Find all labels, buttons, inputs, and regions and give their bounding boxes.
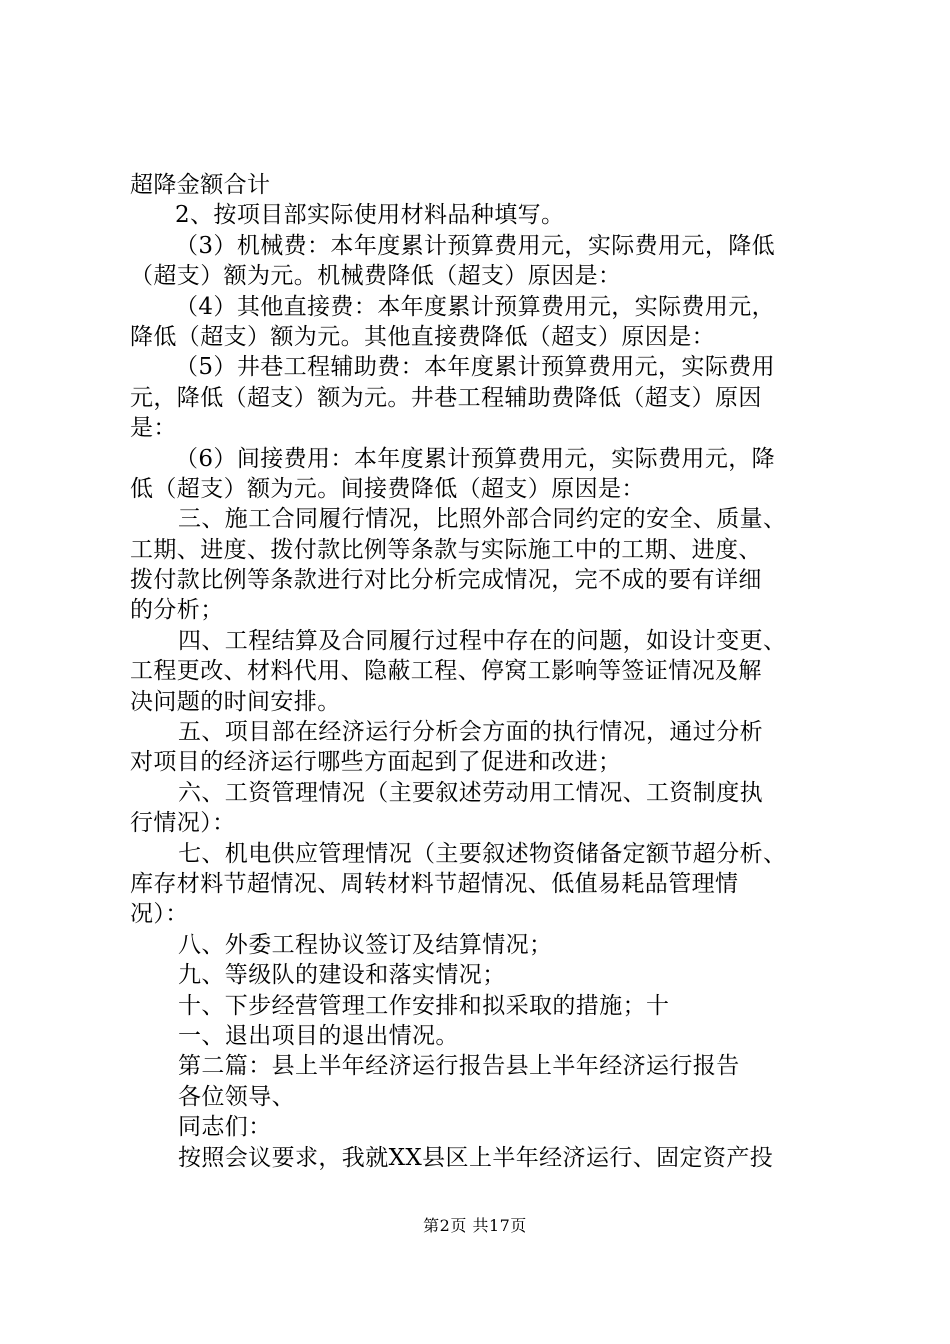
text-line: 同志们： xyxy=(178,1114,272,1141)
text-line: 元，降低（超支）额为元。井巷工程辅助费降低（超支）原因 xyxy=(130,384,762,411)
text-line: 一、退出项目的退出情况。 xyxy=(178,1022,459,1049)
text-line: 是： xyxy=(130,415,177,442)
text-line: 第二篇：县上半年经济运行报告县上半年经济运行报告 xyxy=(178,1053,740,1080)
text-line: 超降金额合计 xyxy=(130,172,271,198)
text-line: 况）： xyxy=(130,901,189,928)
text-line: 六、工资管理情况（主要叙述劳动用工情况、工资制度执 xyxy=(178,779,763,806)
text-line: 的分析； xyxy=(130,597,224,624)
text-line: 拨付款比例等条款进行对比分析完成情况，完不成的要有详细 xyxy=(130,567,762,594)
text-line: 八、外委工程协议签订及结算情况； xyxy=(178,931,553,958)
text-line: 库存材料节超情况、周转材料节超情况、低值易耗品管理情 xyxy=(130,870,739,897)
text-line: 对项目的经济运行哪些方面起到了促进和改进； xyxy=(130,749,622,776)
document-body xyxy=(130,170,835,1173)
text-line: 各位领导、 xyxy=(178,1083,295,1110)
text-line: 十、下步经营管理工作安排和拟采取的措施；十 xyxy=(178,992,670,1019)
text-line: （超支）额为元。机械费降低（超支）原因是： xyxy=(130,263,622,290)
text-line: 九、等级队的建设和落实情况； xyxy=(178,962,506,989)
text-line: 工期、进度、拨付款比例等条款与实际施工中的工期、进度、 xyxy=(130,536,762,563)
text-line: 四、工程结算及合同履行过程中存在的问题，如设计变更、 xyxy=(178,627,787,654)
text-line: 五、项目部在经济运行分析会方面的执行情况，通过分析 xyxy=(178,719,763,746)
text-line: 低（超支）额为元。间接费降低（超支）原因是： xyxy=(130,475,645,502)
text-line: 2、按项目部实际使用材料品种填写。 xyxy=(175,202,565,229)
text-line: （6）间接费用：本年度累计预算费用元，实际费用元，降 xyxy=(175,445,776,472)
text-line: （3）机械费：本年度累计预算费用元，实际费用元，降低 xyxy=(175,232,776,259)
text-line: 按照会议要求，我就XX县区上半年经济运行、固定资产投 xyxy=(178,1144,774,1171)
text-line: 七、机电供应管理情况（主要叙述物资储备定额节超分析、 xyxy=(178,840,787,867)
text-line: 三、施工合同履行情况，比照外部合同约定的安全、质量、 xyxy=(178,506,787,533)
text-line: 决问题的时间安排。 xyxy=(130,688,341,715)
text-line: （4）其他直接费：本年度累计预算费用元，实际费用元， xyxy=(175,293,776,320)
text-line: （5）井巷工程辅助费：本年度累计预算费用元，实际费用 xyxy=(175,354,776,381)
text-line: 工程更改、材料代用、隐蔽工程、停窝工影响等签证情况及解 xyxy=(130,658,762,685)
text-line: 降低（超支）额为元。其他直接费降低（超支）原因是： xyxy=(130,323,715,350)
page-number-footer: 第2页 共17页 xyxy=(423,1216,527,1235)
text-line: 行情况）： xyxy=(130,810,236,837)
